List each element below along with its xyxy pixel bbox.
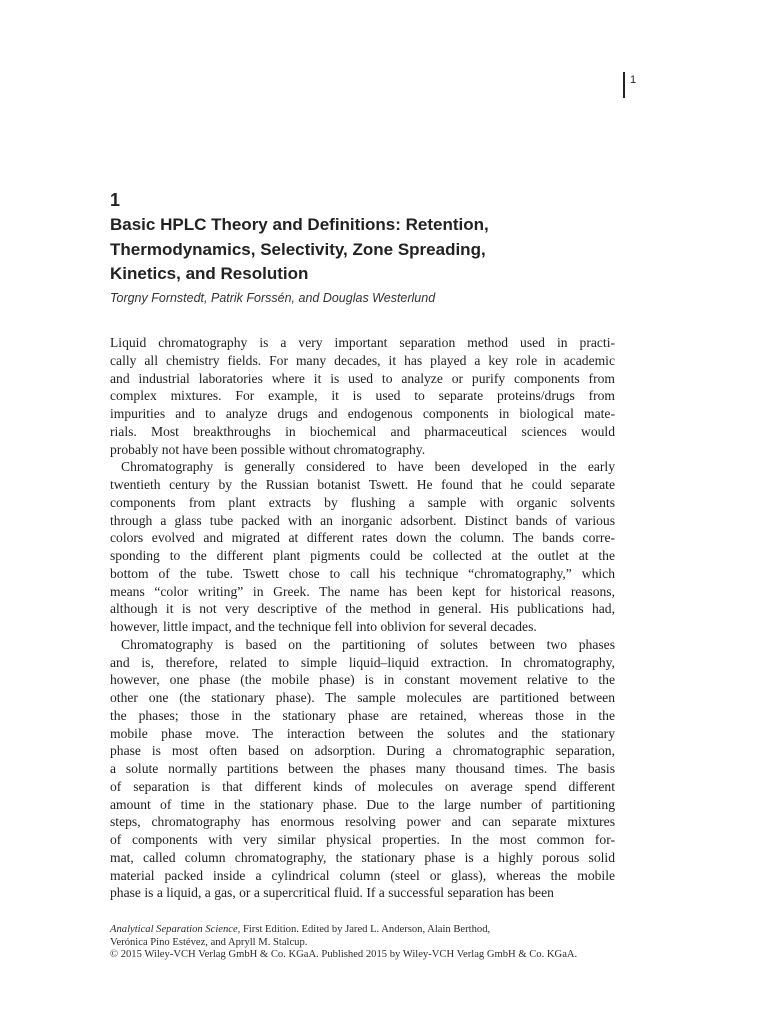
text-line: phase is most often based on adsorption. During a chromatographic separation,: [110, 743, 615, 759]
chapter-title: [110, 213, 630, 287]
paragraph: [110, 334, 615, 458]
text-line: mobile phase move. The interaction between the solutes and the stationary: [110, 725, 615, 741]
body-text: [110, 334, 615, 902]
footer-book-title: Analytical Separation Science,: [110, 924, 241, 935]
chapter-number: 1: [110, 190, 121, 210]
text-line: the phases; those in the stationary phase are retained, whereas those in the: [110, 707, 615, 723]
text-line: through a glass tube packed with an inorganic adsorbent. Distinct bands of various: [110, 512, 615, 528]
text-line: bottom of the tube. Tswett chose to call his technique “chromatography,” which: [110, 565, 615, 581]
text-line: complex mixtures. For example, it is used to separate proteins/drugs from: [110, 388, 615, 404]
footer-line: Verónica Pino Estévez, and Apryll M. Stalcup.: [110, 936, 308, 948]
text-line: components from plant extracts by flushing a sample with organic solvents: [110, 494, 615, 510]
chapter-title-line: Kinetics, and Resolution: [110, 264, 309, 283]
text-line: sponding to the different plant pigments could be collected at the outlet at the: [110, 548, 615, 563]
footer-edition-editors: First Edition. Edited by Jared L. Anderson, Alain Berthod,: [240, 924, 491, 935]
text-line: a solute normally partitions between the phases many thousand times. The basis: [110, 761, 615, 776]
text-line: and is, therefore, related to simple liquid–liquid extraction. In chromatography,: [110, 654, 615, 670]
text-line: twentieth century by the Russian botanist Tswett. He found that he could separate: [110, 477, 615, 492]
text-line: and industrial laboratories where it is used to analyze or purify components from: [110, 370, 615, 386]
text-line: amount of time in the stationary phase. Due to the large number of partitioning: [110, 796, 615, 812]
chapter-heading: [110, 189, 630, 306]
text-line: rials. Most breakthroughs in biochemical and pharmaceutical sciences would: [110, 423, 615, 439]
text-line: of separation is that different kinds of molecules on average spend different: [110, 778, 615, 794]
text-line: however, one phase (the mobile phase) is in constant movement relative to the: [110, 672, 615, 688]
footer-copyright: © 2015 Wiley-VCH Verlag GmbH & Co. KGaA. Published 2015 by Wiley-VCH Verlag GmbH & Co. KGaA.: [110, 949, 578, 960]
text-line: however, little impact, and the technique fell into oblivion for several decades.: [110, 619, 537, 634]
text-line: Chromatography is generally considered to have been developed in the early: [121, 459, 615, 475]
paragraph: [110, 458, 615, 636]
copyright-footer: [110, 924, 630, 962]
page-number: 1: [623, 72, 636, 98]
text-line: Liquid chromatography is a very important separation method used in practi-: [110, 335, 615, 350]
paragraph: [110, 636, 615, 902]
text-line: although it is not very descriptive of the method in general. His publications had,: [110, 601, 615, 617]
chapter-title-line: Basic HPLC Theory and Definitions: Retention,: [110, 215, 489, 234]
footer-line: [110, 924, 630, 937]
chapter-title-line: Thermodynamics, Selectivity, Zone Spreading,: [110, 239, 486, 259]
text-line: colors evolved and migrated at different rates down the column. The bands corre-: [110, 530, 615, 546]
text-line: material packed inside a cylindrical column (steel or glass), whereas the mobile: [110, 867, 615, 883]
text-line: other one (the stationary phase). The sample molecules are partitioned between: [110, 690, 615, 705]
text-line: of components with very similar physical properties. In the most common for-: [110, 832, 615, 847]
text-line: probably not have been possible without chromatography.: [110, 441, 426, 457]
text-line: phase is a liquid, a gas, or a supercritical fluid. If a successful separation has been: [110, 885, 554, 901]
text-line: cally all chemistry fields. For many decades, it has played a key role in academic: [110, 352, 615, 368]
text-line: Chromatography is based on the partitioning of solutes between two phases: [121, 636, 615, 652]
text-line: mat, called column chromatography, the stationary phase is a highly porous solid: [110, 849, 615, 865]
text-line: means “color writing” in Greek. The name has been kept for historical reasons,: [110, 583, 615, 599]
text-line: steps, chromatography has enormous resolving power and can separate mixtures: [110, 814, 615, 830]
chapter-authors: Torgny Fornstedt, Patrik Forssén, and Douglas Westerlund: [110, 290, 436, 305]
text-line: impurities and to analyze drugs and endogenous components in biological mate-: [110, 406, 615, 421]
